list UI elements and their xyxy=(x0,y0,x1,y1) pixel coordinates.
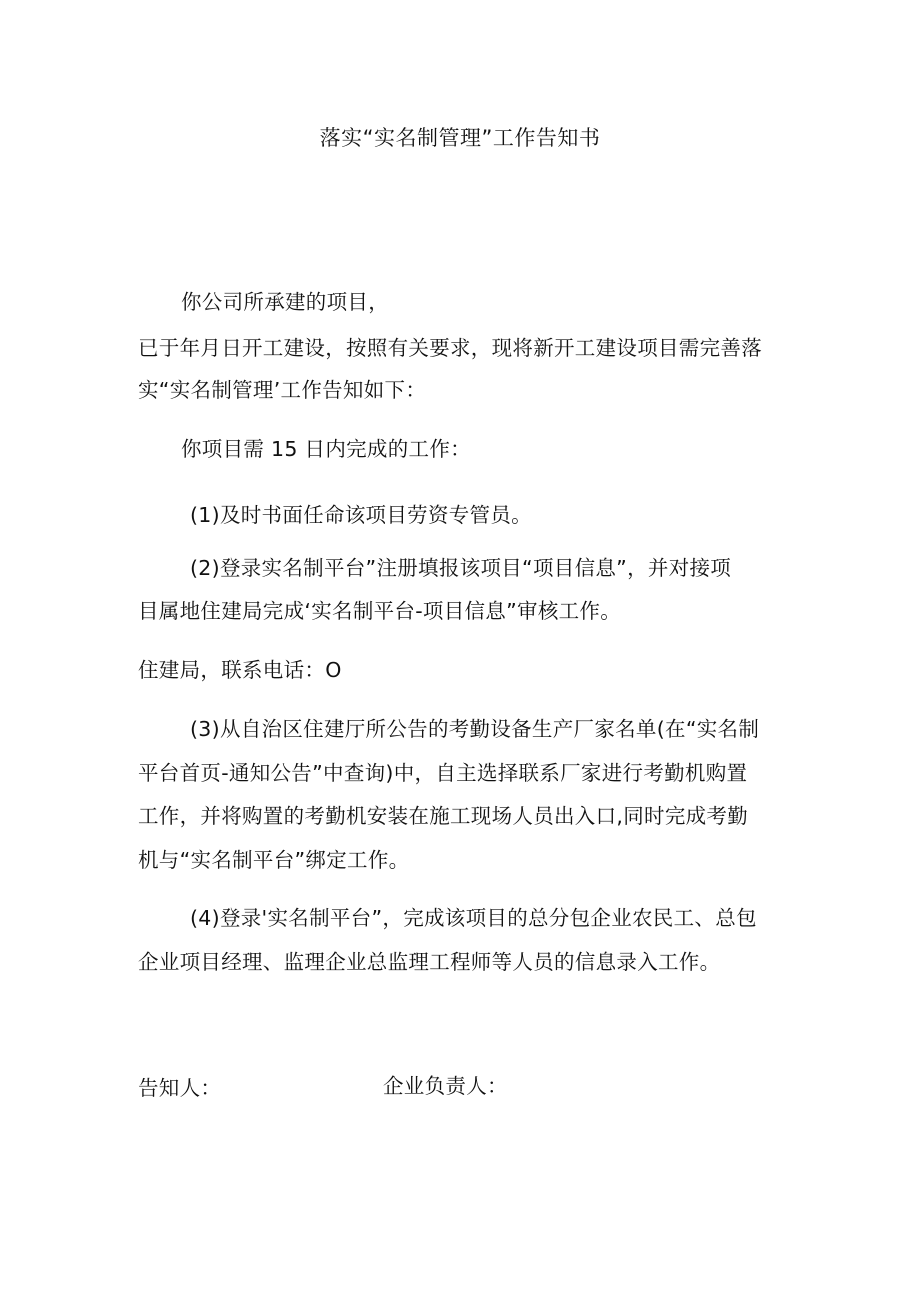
contact-line: 住建局，联系电话：O xyxy=(138,658,342,682)
enterprise-head-signature-label: 企业负责人： xyxy=(383,1074,508,1098)
body-line: 你项目需 15 日内完成的工作： xyxy=(181,437,471,461)
task-item-3: (3)从自治区住建厅所公告的考勤设备生产厂家名单(在“实名制 xyxy=(190,717,760,741)
body-line: 你公司所承建的项目， xyxy=(181,290,389,314)
document-title: 落实“实名制管理”工作告知书 xyxy=(319,126,601,150)
task-item-3-cont: 机与“实名制平台”绑定工作。 xyxy=(138,848,410,872)
notifier-signature-label: 告知人： xyxy=(138,1076,222,1100)
task-item-3-cont: 平台首页-通知公告”中查询)中，自主选择联系厂家进行考勤机购置 xyxy=(138,761,748,785)
task-item-3-cont: 工作，并将购置的考勤机安装在施工现场人员出入口,同时完成考勤 xyxy=(138,804,749,828)
task-item-4: (4)登录'实名制平台”，完成该项目的总分包企业农民工、总包 xyxy=(190,906,757,930)
task-item-1: (1)及时书面任命该项目劳资专管员。 xyxy=(190,503,532,527)
task-item-2-cont: 目属地住建局完成‘实名制平台-项目信息”审核工作。 xyxy=(138,599,622,623)
task-item-2: (2)登录实名制平台”注册填报该项目“项目信息”，并对接项 xyxy=(190,556,732,580)
body-line: 实“实名制管理’工作告知如下： xyxy=(138,378,427,402)
task-item-4-cont: 企业项目经理、监理企业总监理工程师等人员的信息录入工作。 xyxy=(138,950,721,974)
body-line: 已于年月日开工建设，按照有关要求，现将新开工建设项目需完善落 xyxy=(138,336,762,360)
